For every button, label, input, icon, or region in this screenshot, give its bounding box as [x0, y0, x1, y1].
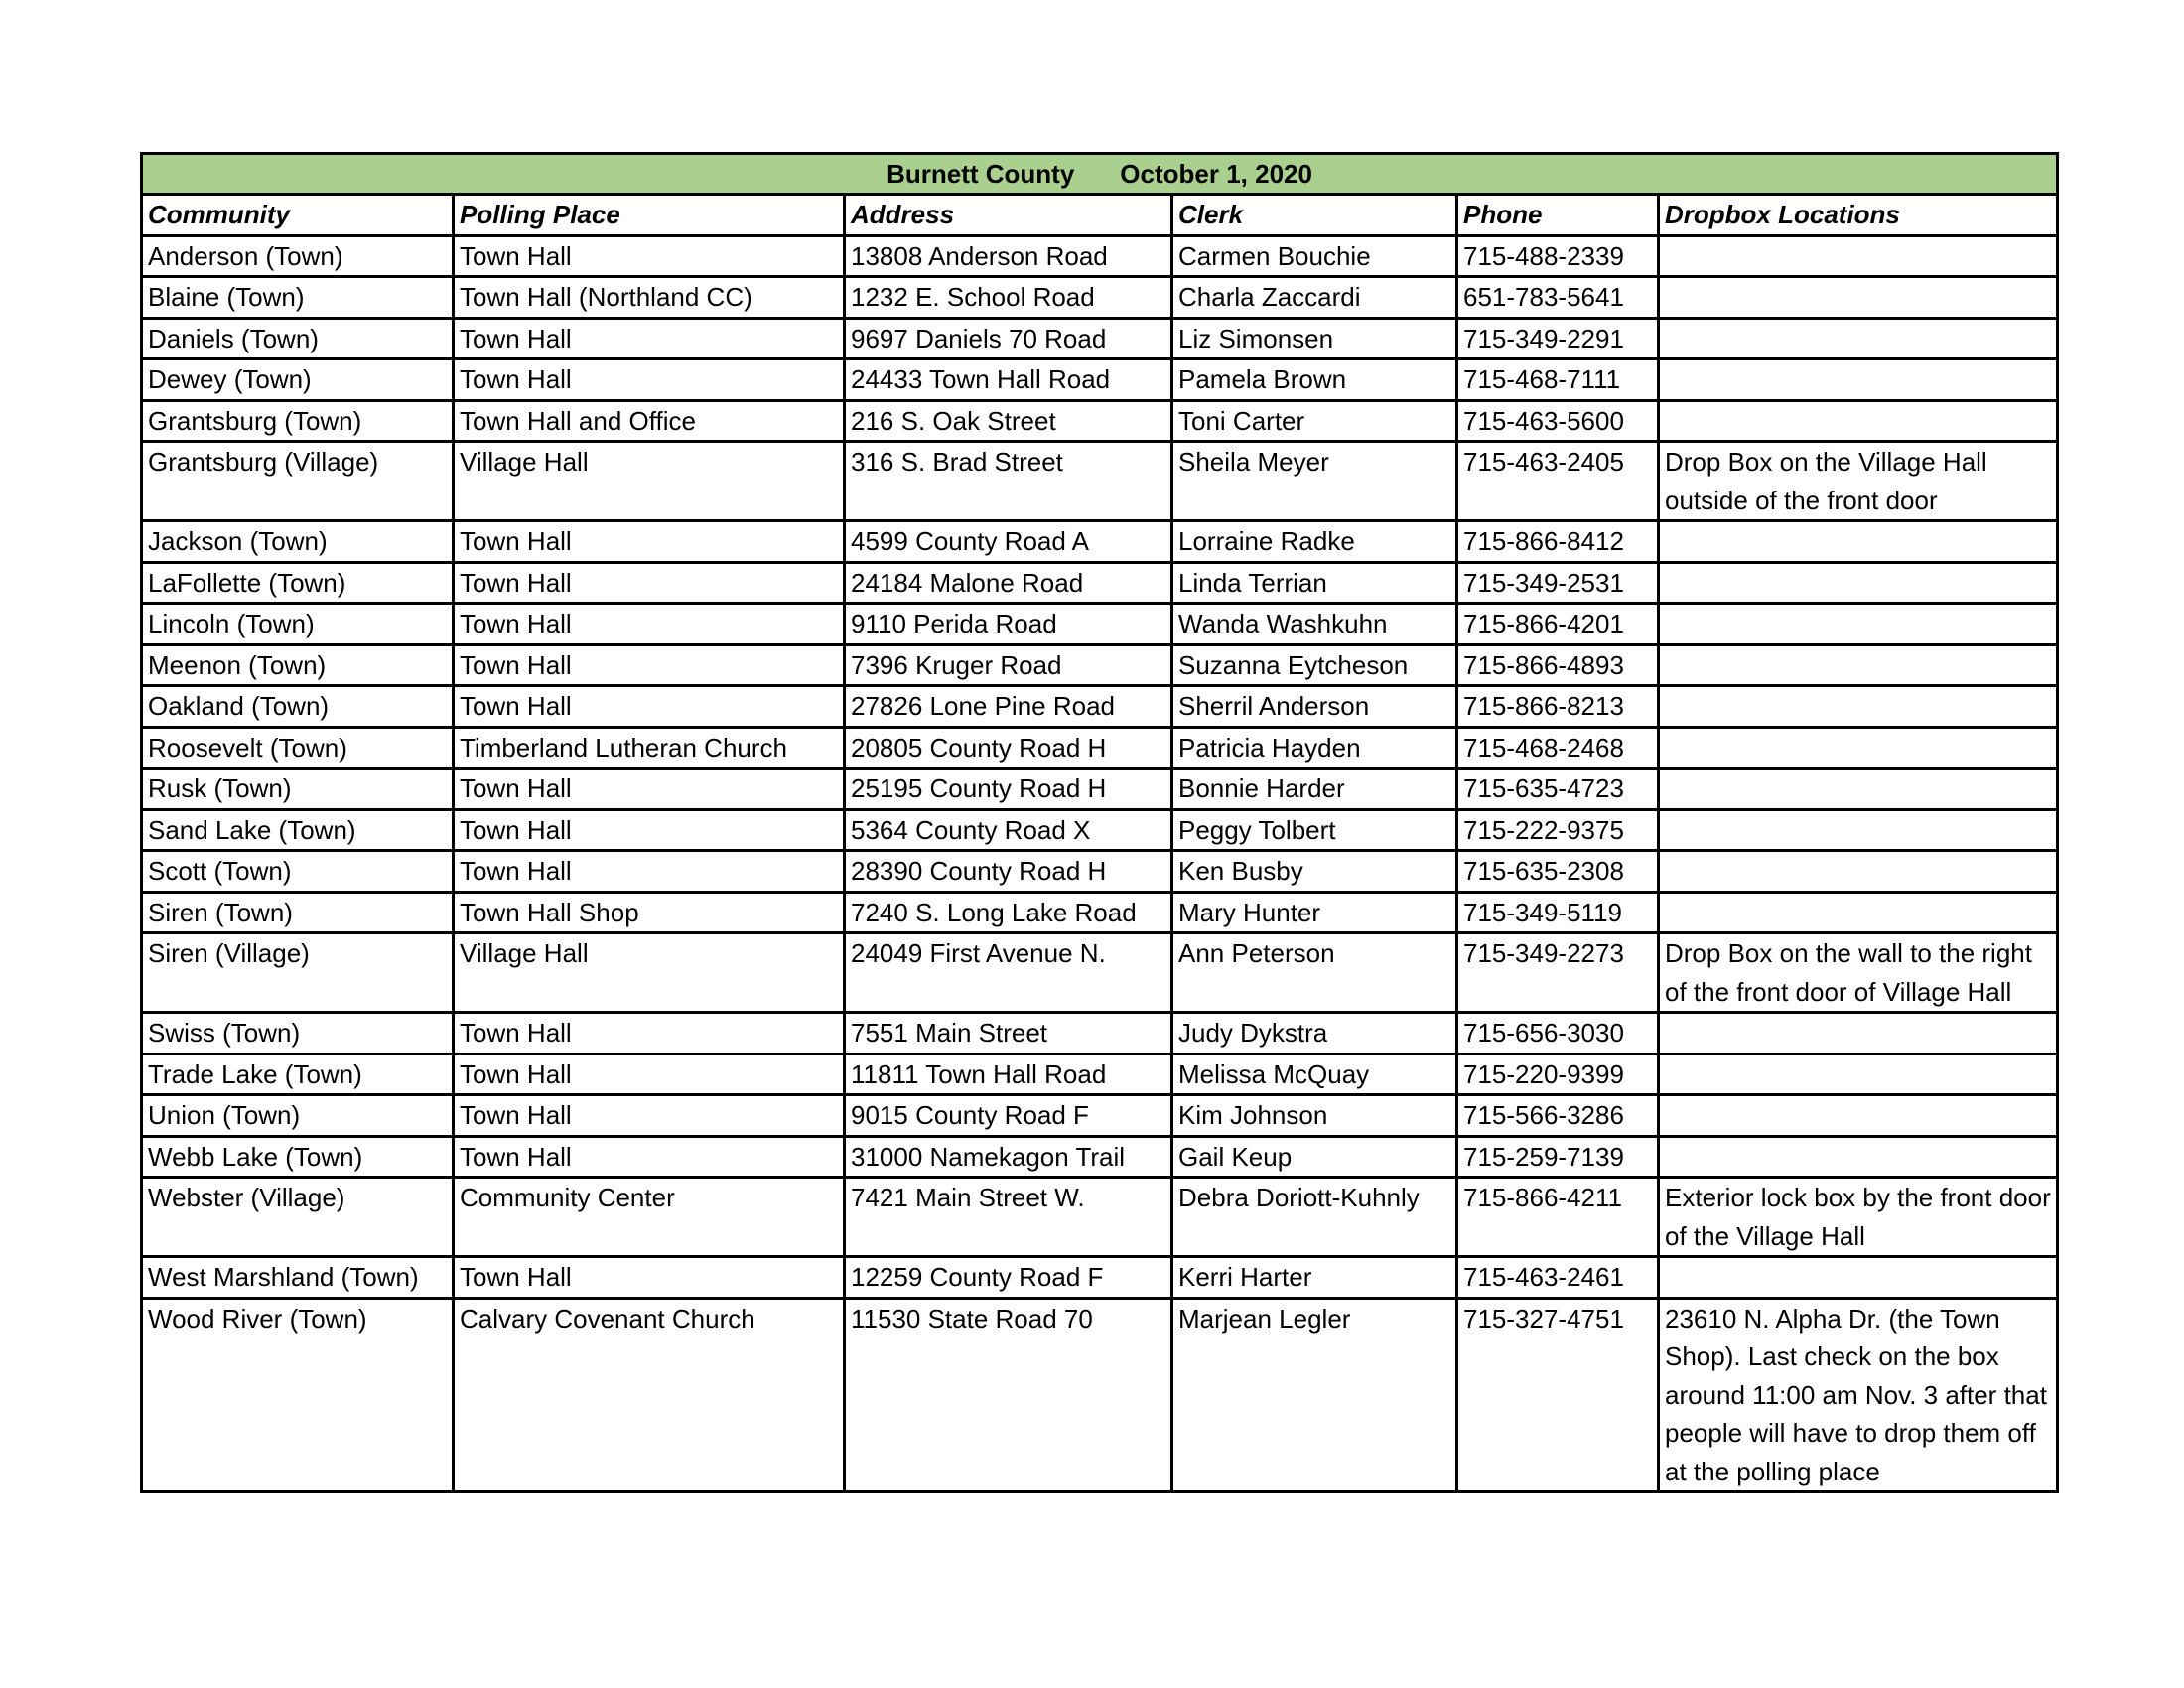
address-cell: 24184 Malone Road	[845, 562, 1172, 604]
address-cell: 1232 E. School Road	[845, 277, 1172, 319]
table-body	[142, 154, 2058, 1492]
community-cell: Dewey (Town)	[142, 359, 454, 401]
community-cell: Meenon (Town)	[142, 644, 454, 686]
address-cell: 31000 Namekagon Trail	[845, 1136, 1172, 1178]
community-cell: Anderson (Town)	[142, 235, 454, 277]
polling-place-cell: Town Hall	[454, 1136, 845, 1178]
table-row	[142, 1095, 2058, 1137]
clerk-cell: Toni Carter	[1172, 400, 1457, 442]
community-cell: Siren (Town)	[142, 892, 454, 933]
polling-place-cell: Town Hall	[454, 562, 845, 604]
clerk-cell: Bonnie Harder	[1172, 769, 1457, 810]
phone-cell: 715-349-2291	[1457, 318, 1659, 359]
community-cell: Wood River (Town)	[142, 1298, 454, 1492]
phone-cell: 715-349-5119	[1457, 892, 1659, 933]
address-cell: 316 S. Brad Street	[845, 442, 1172, 521]
table-row	[142, 851, 2058, 893]
clerk-cell: Charla Zaccardi	[1172, 277, 1457, 319]
clerk-cell: Kerri Harter	[1172, 1257, 1457, 1299]
polling-places-table	[140, 152, 2059, 1493]
table-row	[142, 235, 2058, 277]
phone-cell: 651-783-5641	[1457, 277, 1659, 319]
clerk-cell: Ann Peterson	[1172, 933, 1457, 1013]
table-row	[142, 1013, 2058, 1055]
community-cell: Swiss (Town)	[142, 1013, 454, 1055]
community-cell: Webster (Village)	[142, 1178, 454, 1257]
dropbox-location-cell	[1659, 769, 2058, 810]
table-row	[142, 1136, 2058, 1178]
dropbox-location-cell	[1659, 1136, 2058, 1178]
polling-place-cell: Town Hall Shop	[454, 892, 845, 933]
polling-place-cell: Village Hall	[454, 933, 845, 1013]
polling-place-cell: Town Hall	[454, 318, 845, 359]
dropbox-location-cell	[1659, 521, 2058, 563]
polling-place-cell: Timberland Lutheran Church	[454, 727, 845, 769]
table-row	[142, 644, 2058, 686]
community-cell: Blaine (Town)	[142, 277, 454, 319]
address-cell: 13808 Anderson Road	[845, 235, 1172, 277]
phone-cell: 715-566-3286	[1457, 1095, 1659, 1137]
phone-cell: 715-488-2339	[1457, 235, 1659, 277]
community-cell: Webb Lake (Town)	[142, 1136, 454, 1178]
polling-place-cell: Town Hall	[454, 769, 845, 810]
phone-cell: 715-327-4751	[1457, 1298, 1659, 1492]
column-header-clerk: Clerk	[1172, 195, 1457, 236]
address-cell: 12259 County Road F	[845, 1257, 1172, 1299]
table-row	[142, 686, 2058, 728]
clerk-cell: Carmen Bouchie	[1172, 235, 1457, 277]
title-date: October 1, 2020	[1120, 159, 1312, 189]
clerk-cell: Liz Simonsen	[1172, 318, 1457, 359]
dropbox-location-cell	[1659, 359, 2058, 401]
table-row	[142, 604, 2058, 645]
address-cell: 27826 Lone Pine Road	[845, 686, 1172, 728]
clerk-cell: Sheila Meyer	[1172, 442, 1457, 521]
phone-cell: 715-349-2531	[1457, 562, 1659, 604]
column-header-address: Address	[845, 195, 1172, 236]
phone-cell: 715-866-4211	[1457, 1178, 1659, 1257]
polling-place-cell: Town Hall	[454, 1095, 845, 1137]
address-cell: 9015 County Road F	[845, 1095, 1172, 1137]
community-cell: Scott (Town)	[142, 851, 454, 893]
dropbox-location-cell	[1659, 235, 2058, 277]
clerk-cell: Suzanna Eytcheson	[1172, 644, 1457, 686]
column-header-polling-place: Polling Place	[454, 195, 845, 236]
dropbox-location-cell	[1659, 1257, 2058, 1299]
community-cell: Sand Lake (Town)	[142, 809, 454, 851]
dropbox-location-cell	[1659, 562, 2058, 604]
polling-place-cell: Town Hall and Office	[454, 400, 845, 442]
polling-place-cell: Town Hall	[454, 1257, 845, 1299]
phone-cell: 715-866-8213	[1457, 686, 1659, 728]
phone-cell: 715-463-2461	[1457, 1257, 1659, 1299]
phone-cell: 715-866-8412	[1457, 521, 1659, 563]
polling-place-cell: Town Hall	[454, 521, 845, 563]
table-title-row	[142, 154, 2058, 195]
phone-cell: 715-656-3030	[1457, 1013, 1659, 1055]
phone-cell: 715-635-4723	[1457, 769, 1659, 810]
clerk-cell: Linda Terrian	[1172, 562, 1457, 604]
polling-place-cell: Town Hall	[454, 851, 845, 893]
clerk-cell: Mary Hunter	[1172, 892, 1457, 933]
dropbox-location-cell: Drop Box on the wall to the right of the front door of Village Hall	[1659, 933, 2058, 1013]
polling-place-cell: Town Hall	[454, 644, 845, 686]
polling-place-cell: Village Hall	[454, 442, 845, 521]
polling-place-cell: Calvary Covenant Church	[454, 1298, 845, 1492]
dropbox-location-cell	[1659, 1054, 2058, 1095]
phone-cell: 715-220-9399	[1457, 1054, 1659, 1095]
clerk-cell: Ken Busby	[1172, 851, 1457, 893]
clerk-cell: Kim Johnson	[1172, 1095, 1457, 1137]
community-cell: Jackson (Town)	[142, 521, 454, 563]
table-row	[142, 400, 2058, 442]
clerk-cell: Lorraine Radke	[1172, 521, 1457, 563]
dropbox-location-cell	[1659, 686, 2058, 728]
address-cell: 9110 Perida Road	[845, 604, 1172, 645]
community-cell: LaFollette (Town)	[142, 562, 454, 604]
table-row	[142, 442, 2058, 521]
table-row	[142, 769, 2058, 810]
table-row	[142, 727, 2058, 769]
polling-place-cell: Community Center	[454, 1178, 845, 1257]
column-header-phone: Phone	[1457, 195, 1659, 236]
community-cell: Roosevelt (Town)	[142, 727, 454, 769]
community-cell: Grantsburg (Town)	[142, 400, 454, 442]
community-cell: Siren (Village)	[142, 933, 454, 1013]
dropbox-location-cell: 23610 N. Alpha Dr. (the Town Shop). Last check on the box around 11:00 am Nov. 3 after that people will have to drop them off at the polling place	[1659, 1298, 2058, 1492]
table-row	[142, 1178, 2058, 1257]
community-cell: West Marshland (Town)	[142, 1257, 454, 1299]
phone-cell: 715-866-4893	[1457, 644, 1659, 686]
phone-cell: 715-349-2273	[1457, 933, 1659, 1013]
phone-cell: 715-866-4201	[1457, 604, 1659, 645]
table-row	[142, 892, 2058, 933]
community-cell: Union (Town)	[142, 1095, 454, 1137]
polling-place-cell: Town Hall	[454, 809, 845, 851]
phone-cell: 715-463-2405	[1457, 442, 1659, 521]
clerk-cell: Pamela Brown	[1172, 359, 1457, 401]
address-cell: 7551 Main Street	[845, 1013, 1172, 1055]
address-cell: 20805 County Road H	[845, 727, 1172, 769]
dropbox-location-cell	[1659, 851, 2058, 893]
dropbox-location-cell	[1659, 644, 2058, 686]
polling-place-cell: Town Hall	[454, 359, 845, 401]
clerk-cell: Wanda Washkuhn	[1172, 604, 1457, 645]
table-row	[142, 1257, 2058, 1299]
community-cell: Grantsburg (Village)	[142, 442, 454, 521]
phone-cell: 715-468-2468	[1457, 727, 1659, 769]
polling-place-cell: Town Hall	[454, 686, 845, 728]
address-cell: 5364 County Road X	[845, 809, 1172, 851]
clerk-cell: Gail Keup	[1172, 1136, 1457, 1178]
dropbox-location-cell	[1659, 318, 2058, 359]
community-cell: Trade Lake (Town)	[142, 1054, 454, 1095]
address-cell: 7421 Main Street W.	[845, 1178, 1172, 1257]
table-row	[142, 562, 2058, 604]
phone-cell: 715-635-2308	[1457, 851, 1659, 893]
dropbox-location-cell	[1659, 809, 2058, 851]
table-row	[142, 359, 2058, 401]
address-cell: 7396 Kruger Road	[845, 644, 1172, 686]
polling-place-cell: Town Hall	[454, 235, 845, 277]
table-row	[142, 521, 2058, 563]
clerk-cell: Peggy Tolbert	[1172, 809, 1457, 851]
dropbox-location-cell	[1659, 604, 2058, 645]
clerk-cell: Sherril Anderson	[1172, 686, 1457, 728]
community-cell: Oakland (Town)	[142, 686, 454, 728]
dropbox-location-cell: Exterior lock box by the front door of the Village Hall	[1659, 1178, 2058, 1257]
address-cell: 24049 First Avenue N.	[845, 933, 1172, 1013]
clerk-cell: Judy Dykstra	[1172, 1013, 1457, 1055]
dropbox-location-cell	[1659, 400, 2058, 442]
column-header-community: Community	[142, 195, 454, 236]
column-header-row	[142, 195, 2058, 236]
clerk-cell: Patricia Hayden	[1172, 727, 1457, 769]
address-cell: 4599 County Road A	[845, 521, 1172, 563]
table-row	[142, 933, 2058, 1013]
column-header-dropbox-locations: Dropbox Locations	[1659, 195, 2058, 236]
address-cell: 24433 Town Hall Road	[845, 359, 1172, 401]
community-cell: Rusk (Town)	[142, 769, 454, 810]
table-row	[142, 809, 2058, 851]
table-title	[142, 154, 2058, 195]
address-cell: 7240 S. Long Lake Road	[845, 892, 1172, 933]
county-name: Burnett County	[887, 159, 1075, 189]
table-row	[142, 277, 2058, 319]
polling-place-cell: Town Hall (Northland CC)	[454, 277, 845, 319]
table-row	[142, 1054, 2058, 1095]
phone-cell: 715-222-9375	[1457, 809, 1659, 851]
polling-place-cell: Town Hall	[454, 1054, 845, 1095]
dropbox-location-cell	[1659, 277, 2058, 319]
community-cell: Daniels (Town)	[142, 318, 454, 359]
polling-place-cell: Town Hall	[454, 604, 845, 645]
address-cell: 25195 County Road H	[845, 769, 1172, 810]
dropbox-location-cell	[1659, 1095, 2058, 1137]
dropbox-location-cell: Drop Box on the Village Hall outside of the front door	[1659, 442, 2058, 521]
table-row	[142, 318, 2058, 359]
polling-place-cell: Town Hall	[454, 1013, 845, 1055]
address-cell: 11530 State Road 70	[845, 1298, 1172, 1492]
table-row	[142, 1298, 2058, 1492]
address-cell: 9697 Daniels 70 Road	[845, 318, 1172, 359]
address-cell: 28390 County Road H	[845, 851, 1172, 893]
clerk-cell: Marjean Legler	[1172, 1298, 1457, 1492]
phone-cell: 715-468-7111	[1457, 359, 1659, 401]
community-cell: Lincoln (Town)	[142, 604, 454, 645]
clerk-cell: Melissa McQuay	[1172, 1054, 1457, 1095]
phone-cell: 715-463-5600	[1457, 400, 1659, 442]
phone-cell: 715-259-7139	[1457, 1136, 1659, 1178]
dropbox-location-cell	[1659, 727, 2058, 769]
clerk-cell: Debra Doriott-Kuhnly	[1172, 1178, 1457, 1257]
address-cell: 216 S. Oak Street	[845, 400, 1172, 442]
dropbox-location-cell	[1659, 1013, 2058, 1055]
address-cell: 11811 Town Hall Road	[845, 1054, 1172, 1095]
dropbox-location-cell	[1659, 892, 2058, 933]
